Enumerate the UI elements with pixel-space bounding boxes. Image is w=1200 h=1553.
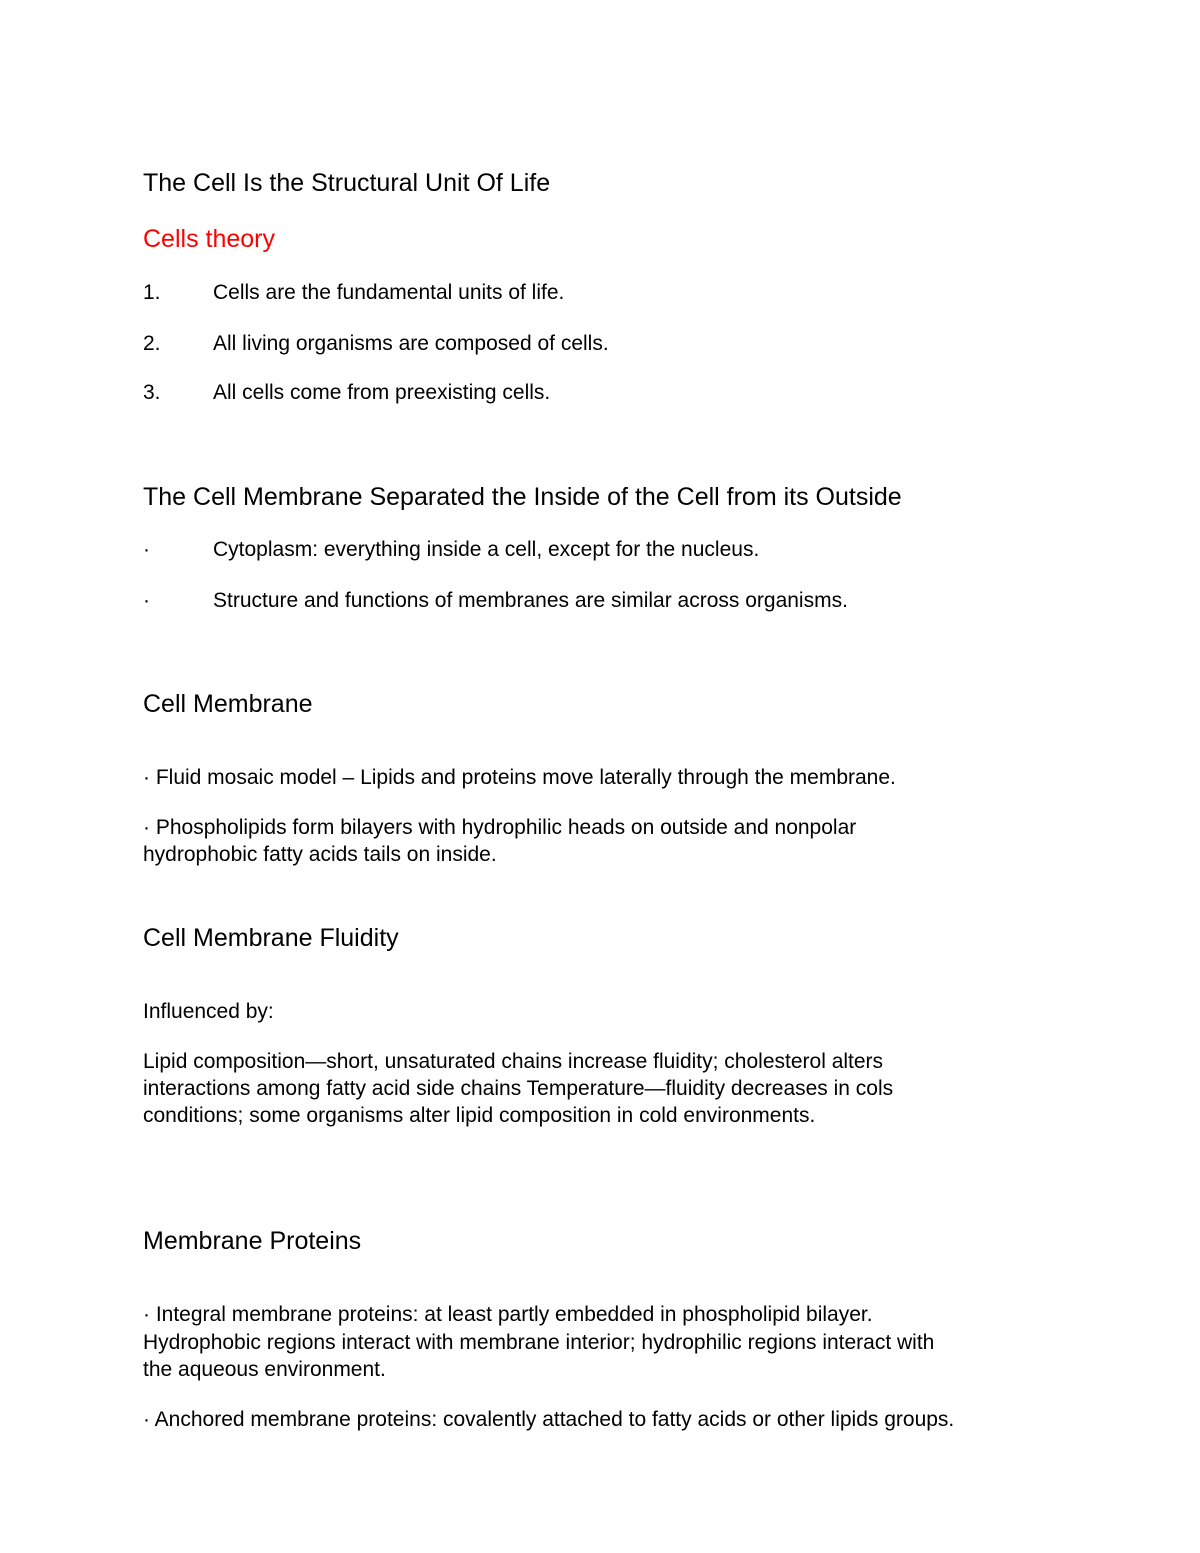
list-item-text: Structure and functions of membranes are similar across organisms.	[213, 589, 848, 612]
membrane-proteins-bullet-1-line-1: · Integral membrane proteins: at least partly embedded in phospholipid bilayer.	[143, 1303, 873, 1326]
list-item-text: All cells come from preexisting cells.	[213, 381, 551, 404]
membrane-proteins-bullet-2: · Anchored membrane proteins: covalently attached to fatty acids or other lipids groups.	[143, 1408, 955, 1431]
list-item-marker: 2.	[143, 332, 161, 355]
cells-theory-heading: Cells theory	[143, 225, 275, 253]
list-item-text: Cells are the fundamental units of life.	[213, 281, 565, 304]
membrane-proteins-bullet-1-line-3: the aqueous environment.	[143, 1358, 386, 1381]
cell-membrane-heading: Cell Membrane	[143, 690, 313, 718]
fluidity-paragraph-line-2: interactions among fatty acid side chains Temperature—fluidity decreases in cols	[143, 1077, 894, 1100]
bullet-marker: ·	[143, 589, 150, 612]
membrane-proteins-bullet-1-line-2: Hydrophobic regions interact with membrane interior; hydrophilic regions interact with	[143, 1331, 935, 1354]
list-item-marker: 1.	[143, 281, 161, 304]
cell-membrane-bullet-2-line-1: · Phospholipids form bilayers with hydrophilic heads on outside and nonpolar	[143, 816, 857, 839]
list-item-text: All living organisms are composed of cells.	[213, 332, 609, 355]
membrane-proteins-heading: Membrane Proteins	[143, 1227, 362, 1255]
bullet-marker: ·	[143, 538, 150, 561]
fluidity-heading: Cell Membrane Fluidity	[143, 924, 399, 952]
cell-membrane-separated-heading: The Cell Membrane Separated the Inside of the Cell from its Outside	[143, 483, 902, 511]
fluidity-paragraph-line-3: conditions; some organisms alter lipid composition in cold environments.	[143, 1104, 816, 1127]
fluidity-paragraph-line-1: Lipid composition—short, unsaturated chains increase fluidity; cholesterol alters	[143, 1050, 884, 1073]
list-item-marker: 3.	[143, 381, 161, 404]
cell-membrane-bullet-1: · Fluid mosaic model – Lipids and proteins move laterally through the membrane.	[143, 766, 896, 789]
list-item-text: Cytoplasm: everything inside a cell, except for the nucleus.	[213, 538, 760, 561]
cell-membrane-bullet-2-line-2: hydrophobic fatty acids tails on inside.	[143, 843, 497, 866]
page-title: The Cell Is the Structural Unit Of Life	[143, 169, 551, 197]
fluidity-intro: Influenced by:	[143, 1000, 274, 1023]
